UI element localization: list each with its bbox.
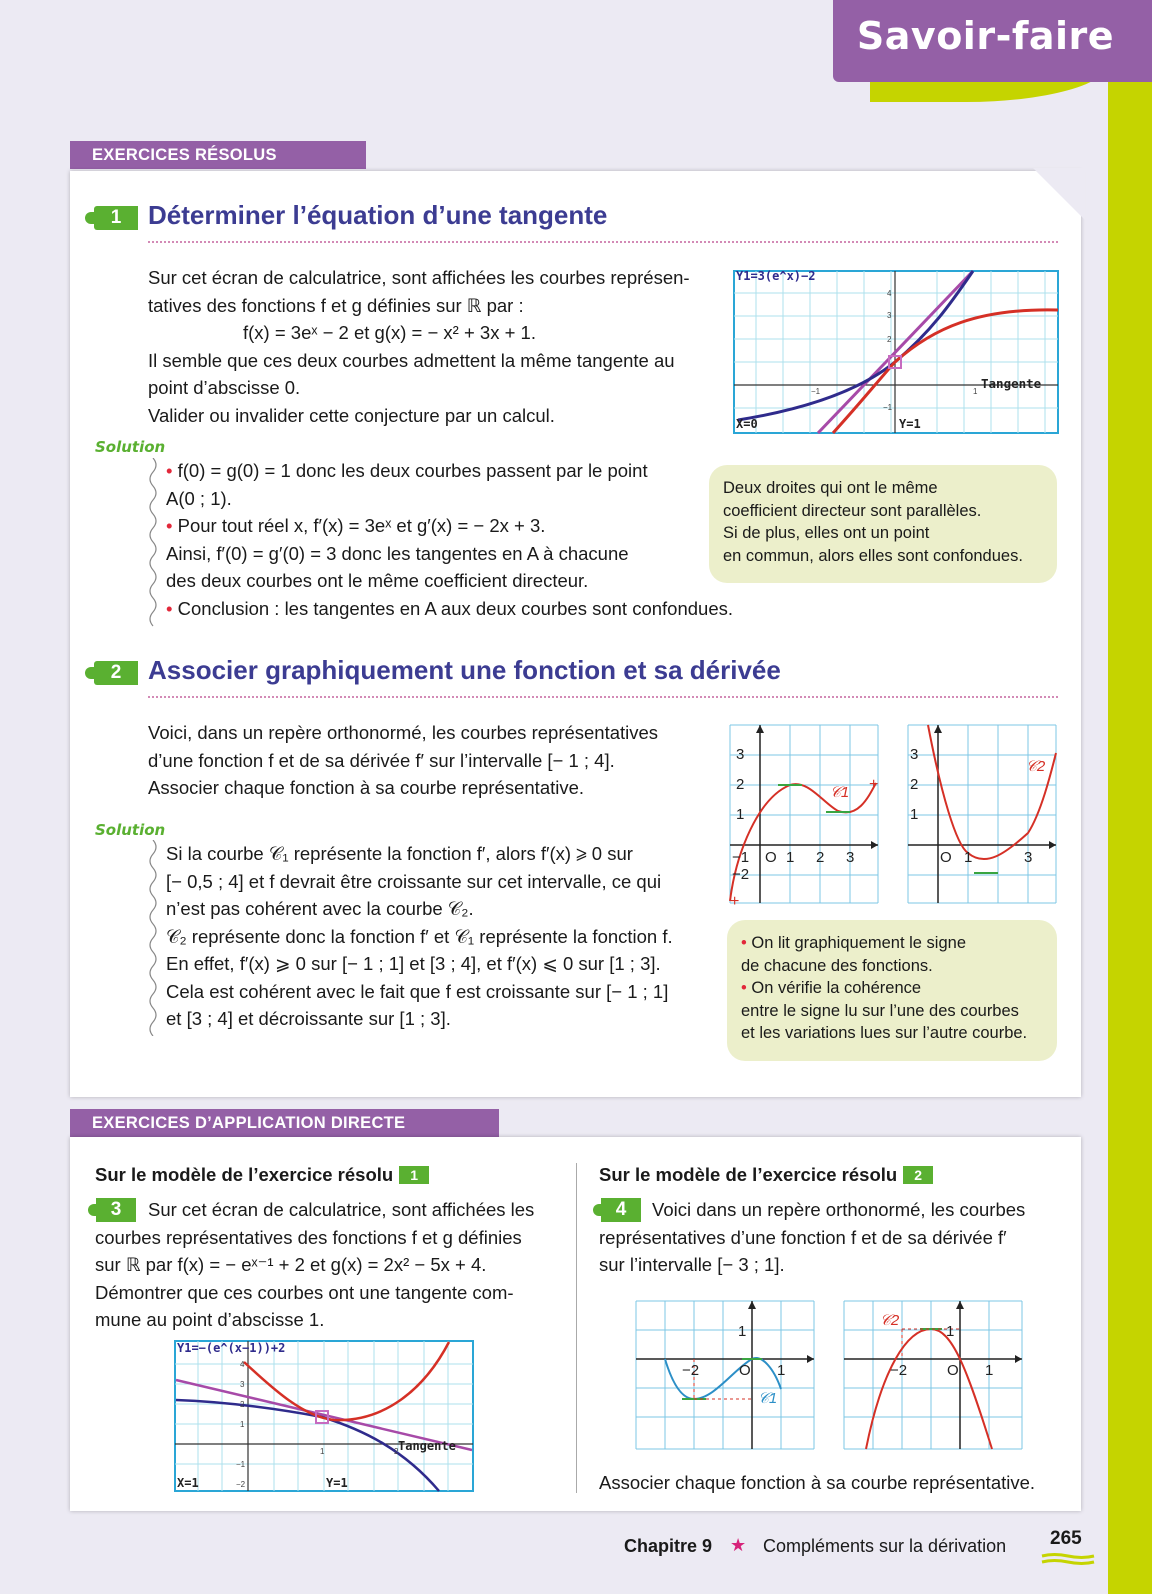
exercise-2-title: Associer graphiquement une fonction et sa dérivée: [148, 655, 781, 685]
svg-text:O: O: [940, 849, 952, 866]
exercise-4-statement: Voici dans un repère orthonormé, les courbes représentatives d’une fonction f et de sa dérivée f′ sur l’intervalle [− 3 ; 1].: [599, 1199, 1026, 1275]
exercise-2-note: • On lit graphiquement le signe de chacune des fonctions. • On vérifie la cohérence entre le signe lu sur l’une des courbes et les variations lues sur l’autre courbe.: [727, 920, 1057, 1061]
exercise-1-title: Déterminer l’équation d’une tangente: [148, 200, 608, 230]
svg-text:1: 1: [973, 387, 978, 396]
solution-label-2: Solution: [95, 821, 166, 839]
svg-text:1: 1: [964, 849, 973, 866]
svg-text:X=0: X=0: [736, 417, 758, 431]
svg-text:O: O: [739, 1362, 751, 1379]
solution-label-1: Solution: [95, 438, 166, 456]
svg-text:+: +: [869, 776, 879, 793]
svg-text:𝒞2: 𝒞2: [880, 1312, 900, 1329]
svg-text:O: O: [765, 849, 777, 866]
exercise-1-solution: • f(0) = g(0) = 1 donc les deux courbes passent par le point A(0 ; 1). • Pour tout réel x, f′(x) = 3eˣ et g′(x) = − 2x + 3. Ainsi, f′(0) = g′(0) = 3 donc les tangentes en A à chacune des deux courbes ont le même coefficient directeur. • Conclusion : les tangentes en A aux deux courbes sont confondues.: [166, 460, 734, 619]
exercise-2-solution: Si la courbe 𝒞₁ représente la fonction f′, alors f′(x) ⩾ 0 sur [− 0,5 ; 4] et f devrait être croissante sur cet intervalle, ce qui n’est pas cohérent avec la courbe 𝒞₂. 𝒞₂ représente donc la fonction f′ et 𝒞₁ représente la fonction f. En effet, f′(x) ⩾ 0 sur [− 1 ; 1] et [3 ; 4], et f′(x) ⩽ 0 sur [1 ; 3]. Cela est cohérent avec le fait que f est croissante sur [− 1 ; 1] et [3 ; 4] et décroissante sur [1 ; 3].: [166, 843, 673, 1029]
column-separator: [576, 1163, 577, 1493]
page-number-underline: [1040, 1552, 1096, 1566]
svg-text:Tangente: Tangente: [981, 376, 1042, 391]
svg-text:3: 3: [910, 746, 919, 763]
svg-text:𝒞1: 𝒞1: [830, 784, 850, 801]
left-model-heading: Sur le modèle de l’exercice résolu 1: [95, 1164, 429, 1186]
svg-text:3: 3: [887, 311, 892, 320]
svg-text:O: O: [947, 1362, 959, 1379]
footer-chapter: Chapitre 9: [624, 1536, 713, 1556]
folded-corner: [1033, 168, 1085, 220]
exercise-1-note: Deux droites qui ont le même coefficient directeur sont parallèles. Si de plus, elles ont un point en commun, alors elles sont confondues.: [709, 465, 1057, 583]
svg-text:𝒞1: 𝒞1: [758, 1390, 778, 1407]
svg-text:Y1=−(e^(x−1))+2: Y1=−(e^(x−1))+2: [177, 1341, 286, 1355]
page-number: 265: [1050, 1528, 1082, 1549]
svg-text:2: 2: [887, 335, 892, 344]
graph-c2: [906, 723, 1058, 905]
page-section-title: Savoir-faire: [856, 14, 1115, 58]
svg-text:−2: −2: [682, 1362, 700, 1379]
svg-text:−1: −1: [236, 1460, 246, 1469]
svg-text:3: 3: [846, 849, 855, 866]
solved-exercises-tag: EXERCICES RÉSOLUS: [70, 141, 366, 169]
svg-text:4: 4: [240, 1360, 245, 1369]
svg-text:1: 1: [320, 1447, 325, 1456]
svg-text:Tangente: Tangente: [398, 1439, 456, 1453]
svg-text:Y=1: Y=1: [326, 1476, 348, 1490]
svg-text:−1: −1: [883, 403, 893, 412]
exercise-3-number: 3: [96, 1198, 136, 1222]
exercise-3-statement: Sur cet écran de calculatrice, sont affichées les courbes représentatives des fonctions f et g définies sur ℝ par f(x) = − eˣ⁻¹ + 2 et g(x) = 2x² − 5x + 4. Démontrer que ces courbes ont une tangente com- mune au point d’abscisse 1.: [95, 1199, 535, 1330]
graph-ex4-c2: [842, 1299, 1024, 1451]
exercise-1-statement: Sur cet écran de calculatrice, sont affichées les courbes représen- tatives des fonctions f et g définies sur ℝ par : f(x) = 3eˣ − 2 et g(x) = − x² + 3x + 1. Il semble que ces deux courbes admettent la même tangente au point d’abscisse 0. Valider ou invalider cette conjecture par un calcul.: [148, 267, 690, 426]
right-model-heading: Sur le modèle de l’exercice résolu 2: [599, 1164, 933, 1186]
svg-text:1: 1: [738, 1323, 747, 1340]
svg-text:𝒞2: 𝒞2: [1026, 758, 1046, 775]
exercise-4-number: 4: [601, 1198, 641, 1222]
svg-text:1: 1: [910, 806, 919, 823]
svg-text:1: 1: [985, 1362, 994, 1379]
svg-text:3: 3: [240, 1380, 245, 1389]
svg-text:1: 1: [240, 1420, 245, 1429]
exercise-2-statement: Voici, dans un repère orthonormé, les courbes représentatives d’une fonction f et de sa dérivée f′ sur l’intervalle [− 1 ; 4]. Associer chaque fonction à sa courbe représentative.: [148, 722, 659, 798]
exercise-2-number: 2: [94, 661, 138, 685]
svg-text:1: 1: [946, 1323, 955, 1340]
svg-text:−2: −2: [890, 1362, 908, 1379]
graph-ex4-c1: [634, 1299, 816, 1451]
svg-text:2: 2: [240, 1400, 245, 1409]
svg-text:+: +: [730, 893, 740, 905]
svg-text:X=1: X=1: [177, 1476, 199, 1490]
title-underline: [148, 696, 1058, 698]
svg-text:2: 2: [736, 776, 745, 793]
svg-text:1: 1: [777, 1362, 786, 1379]
svg-text:−2: −2: [732, 866, 750, 883]
svg-text:Y1=3(e^x)−2: Y1=3(e^x)−2: [736, 270, 816, 283]
footer-topic: Compléments sur la dérivation: [763, 1536, 1007, 1556]
svg-text:−1: −1: [732, 849, 750, 866]
exercise-4-closing: Associer chaque fonction à sa courbe représentative.: [599, 1472, 1036, 1493]
svg-text:1: 1: [786, 849, 795, 866]
svg-text:2: 2: [394, 1447, 399, 1456]
svg-text:3: 3: [736, 746, 745, 763]
svg-text:Y=1: Y=1: [899, 417, 921, 431]
svg-text:1: 1: [736, 806, 745, 823]
svg-text:4: 4: [887, 289, 892, 298]
svg-text:3: 3: [1024, 849, 1033, 866]
svg-text:−2: −2: [236, 1480, 246, 1489]
calculator-screen-1: [733, 270, 1059, 434]
right-color-band: [1108, 0, 1152, 1594]
solution-1-brace: [146, 458, 160, 628]
graph-c1: [728, 723, 880, 905]
application-exercises-tag: EXERCICES D’APPLICATION DIRECTE: [70, 1109, 499, 1137]
calculator-screen-2: [174, 1340, 474, 1492]
svg-text:−1: −1: [811, 387, 821, 396]
svg-text:2: 2: [816, 849, 825, 866]
solution-2-brace: [146, 840, 160, 1036]
exercise-1-number: 1: [94, 206, 138, 230]
star-icon: ★: [730, 1535, 747, 1555]
svg-text:2: 2: [910, 776, 919, 793]
title-underline: [148, 241, 1058, 243]
